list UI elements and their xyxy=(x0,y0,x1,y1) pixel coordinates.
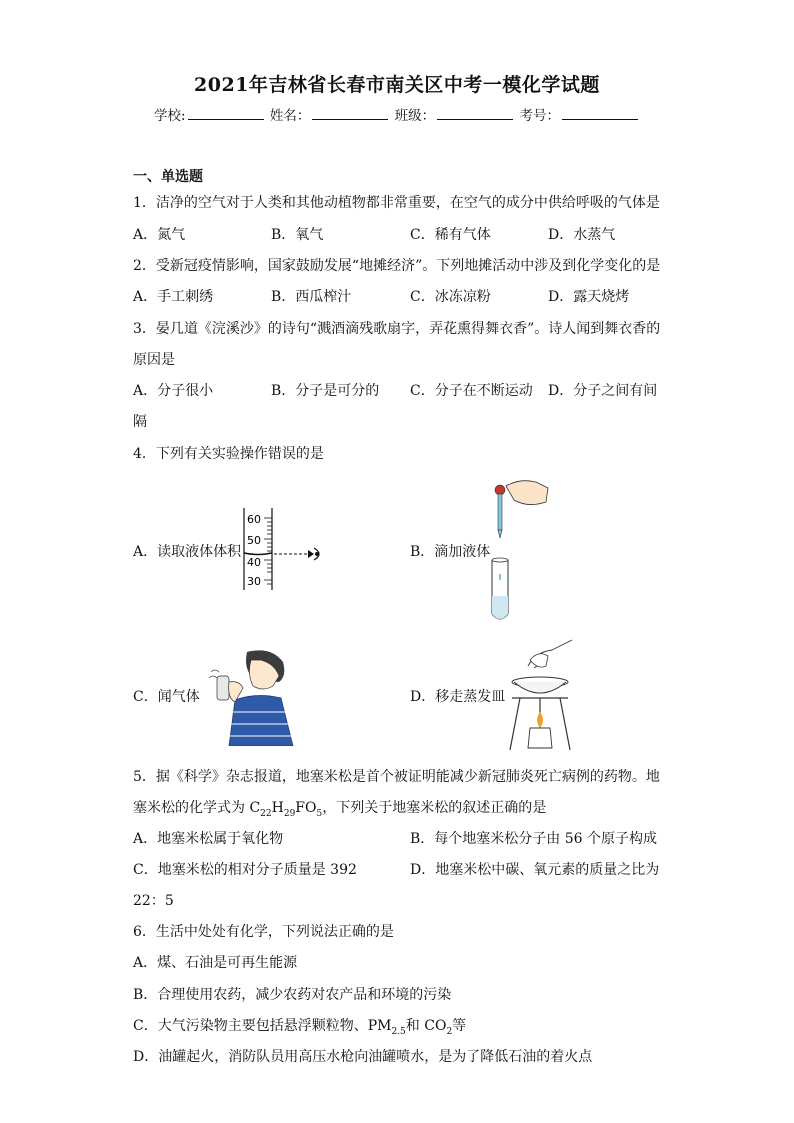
bottle-icon xyxy=(217,676,229,700)
school-blank[interactable] xyxy=(188,107,264,120)
q5-stem-line1: 5．据《科学》杂志报道，地塞米松是首个被证明能减少新冠肺炎死亡病例的药物。地 xyxy=(133,769,660,785)
evaporating-dish-figure xyxy=(502,638,580,754)
q5-option-d-wrap: 22：5 xyxy=(133,893,174,909)
q6-stem: 6．生活中处处有化学，下列说法正确的是 xyxy=(133,924,394,940)
q5-option-a[interactable]: A．地塞米松属于氧化物 xyxy=(133,831,284,847)
q1-option-d[interactable]: D．水蒸气 xyxy=(548,227,616,243)
smelling-gas-figure xyxy=(205,646,295,746)
q1-option-c[interactable]: C．稀有气体 xyxy=(410,227,491,243)
q3-option-c[interactable]: C．分子在不断运动 xyxy=(410,383,533,399)
class-label: 班级： xyxy=(394,108,436,124)
q2-option-c[interactable]: C．冰冻凉粉 xyxy=(410,289,491,305)
q4-option-a[interactable]: A．读取液体体积 xyxy=(133,544,242,560)
tick-30: 30 xyxy=(247,575,261,588)
q3-stem-line1: 3．晏几道《浣溪沙》的诗句“溅酒滴残歌扇字，弄花熏得舞衣香”。诗人闻到舞衣香的 xyxy=(133,321,661,337)
q3-option-a[interactable]: A．分子很小 xyxy=(133,383,214,399)
tick-50: 50 xyxy=(247,534,261,547)
q2-option-b[interactable]: B．西瓜榨汁 xyxy=(271,289,352,305)
name-label: 姓名： xyxy=(269,108,311,124)
q3-option-d-wrap: 隔 xyxy=(133,414,147,430)
q4-option-d[interactable]: D．移走蒸发皿 xyxy=(410,689,506,705)
dropper-figure xyxy=(484,478,550,626)
q6-option-b[interactable]: B．合理使用农药，减少农药对农产品和环境的污染 xyxy=(133,987,452,1003)
school-label: 学校: xyxy=(154,108,186,124)
exam-no-blank[interactable] xyxy=(562,107,638,120)
q6-option-c[interactable]: C．大气污染物主要包括悬浮颗粒物、$PM_{2.5}$和 $CO_2$等 xyxy=(133,1018,467,1037)
section-heading: 一、单选题 xyxy=(133,169,203,185)
q1-stem: 1．洁净的空气对于人类和其他动植物都非常重要，在空气的成分中供给呼吸的气体是 xyxy=(133,195,660,211)
q4-option-b[interactable]: B．滴加液体 xyxy=(410,544,491,560)
q6-option-a[interactable]: A．煤、石油是可再生能源 xyxy=(133,955,298,971)
alcohol-lamp-icon xyxy=(528,728,552,748)
class-blank[interactable] xyxy=(437,107,513,120)
hand-icon xyxy=(506,481,548,505)
tick-60: 60 xyxy=(247,513,261,526)
q5-option-c[interactable]: C．地塞米松的相对分子质量是 392 xyxy=(133,862,357,878)
q1-option-b[interactable]: B．氧气 xyxy=(271,227,324,243)
tick-40: 40 xyxy=(247,556,261,569)
q3-option-d[interactable]: D．分子之间有间 xyxy=(548,383,658,399)
q6-option-d[interactable]: D．油罐起火，消防队员用高压水枪向油罐喷水，是为了降低石油的着火点 xyxy=(133,1049,593,1065)
q3-option-b[interactable]: B．分子是可分的 xyxy=(271,383,380,399)
graduated-cylinder-figure xyxy=(238,506,328,592)
exam-no-label: 考号： xyxy=(519,108,560,124)
q1-option-a[interactable]: A．氮气 xyxy=(133,227,186,243)
q2-stem: 2．受新冠疫情影响，国家鼓励发展“地摊经济”。下列地摊活动中涉及到化学变化的是 xyxy=(133,258,661,274)
q5-option-b[interactable]: B．每个地塞米松分子由 56 个原子构成 xyxy=(410,831,658,847)
q2-option-d[interactable]: D．露天烧烤 xyxy=(548,289,630,305)
name-blank[interactable] xyxy=(312,107,388,120)
q4-stem: 4．下列有关实验操作错误的是 xyxy=(133,446,324,462)
q5-option-d[interactable]: D．地塞米松中碳、氧元素的质量之比为 xyxy=(410,862,660,878)
q3-stem-line2: 原因是 xyxy=(133,352,175,368)
q4-option-c[interactable]: C．闻气体 xyxy=(133,689,200,705)
q2-option-a[interactable]: A．手工刺绣 xyxy=(133,289,214,305)
student-info-line xyxy=(0,104,794,124)
page-title: 2021年吉林省长春市南关区中考一模化学试题 xyxy=(194,74,600,96)
q5-stem-line2: 塞米松的化学式为 $C_{22}H_{29}FO_5$，下列关于地塞米松的叙述正确的是 xyxy=(133,800,547,819)
